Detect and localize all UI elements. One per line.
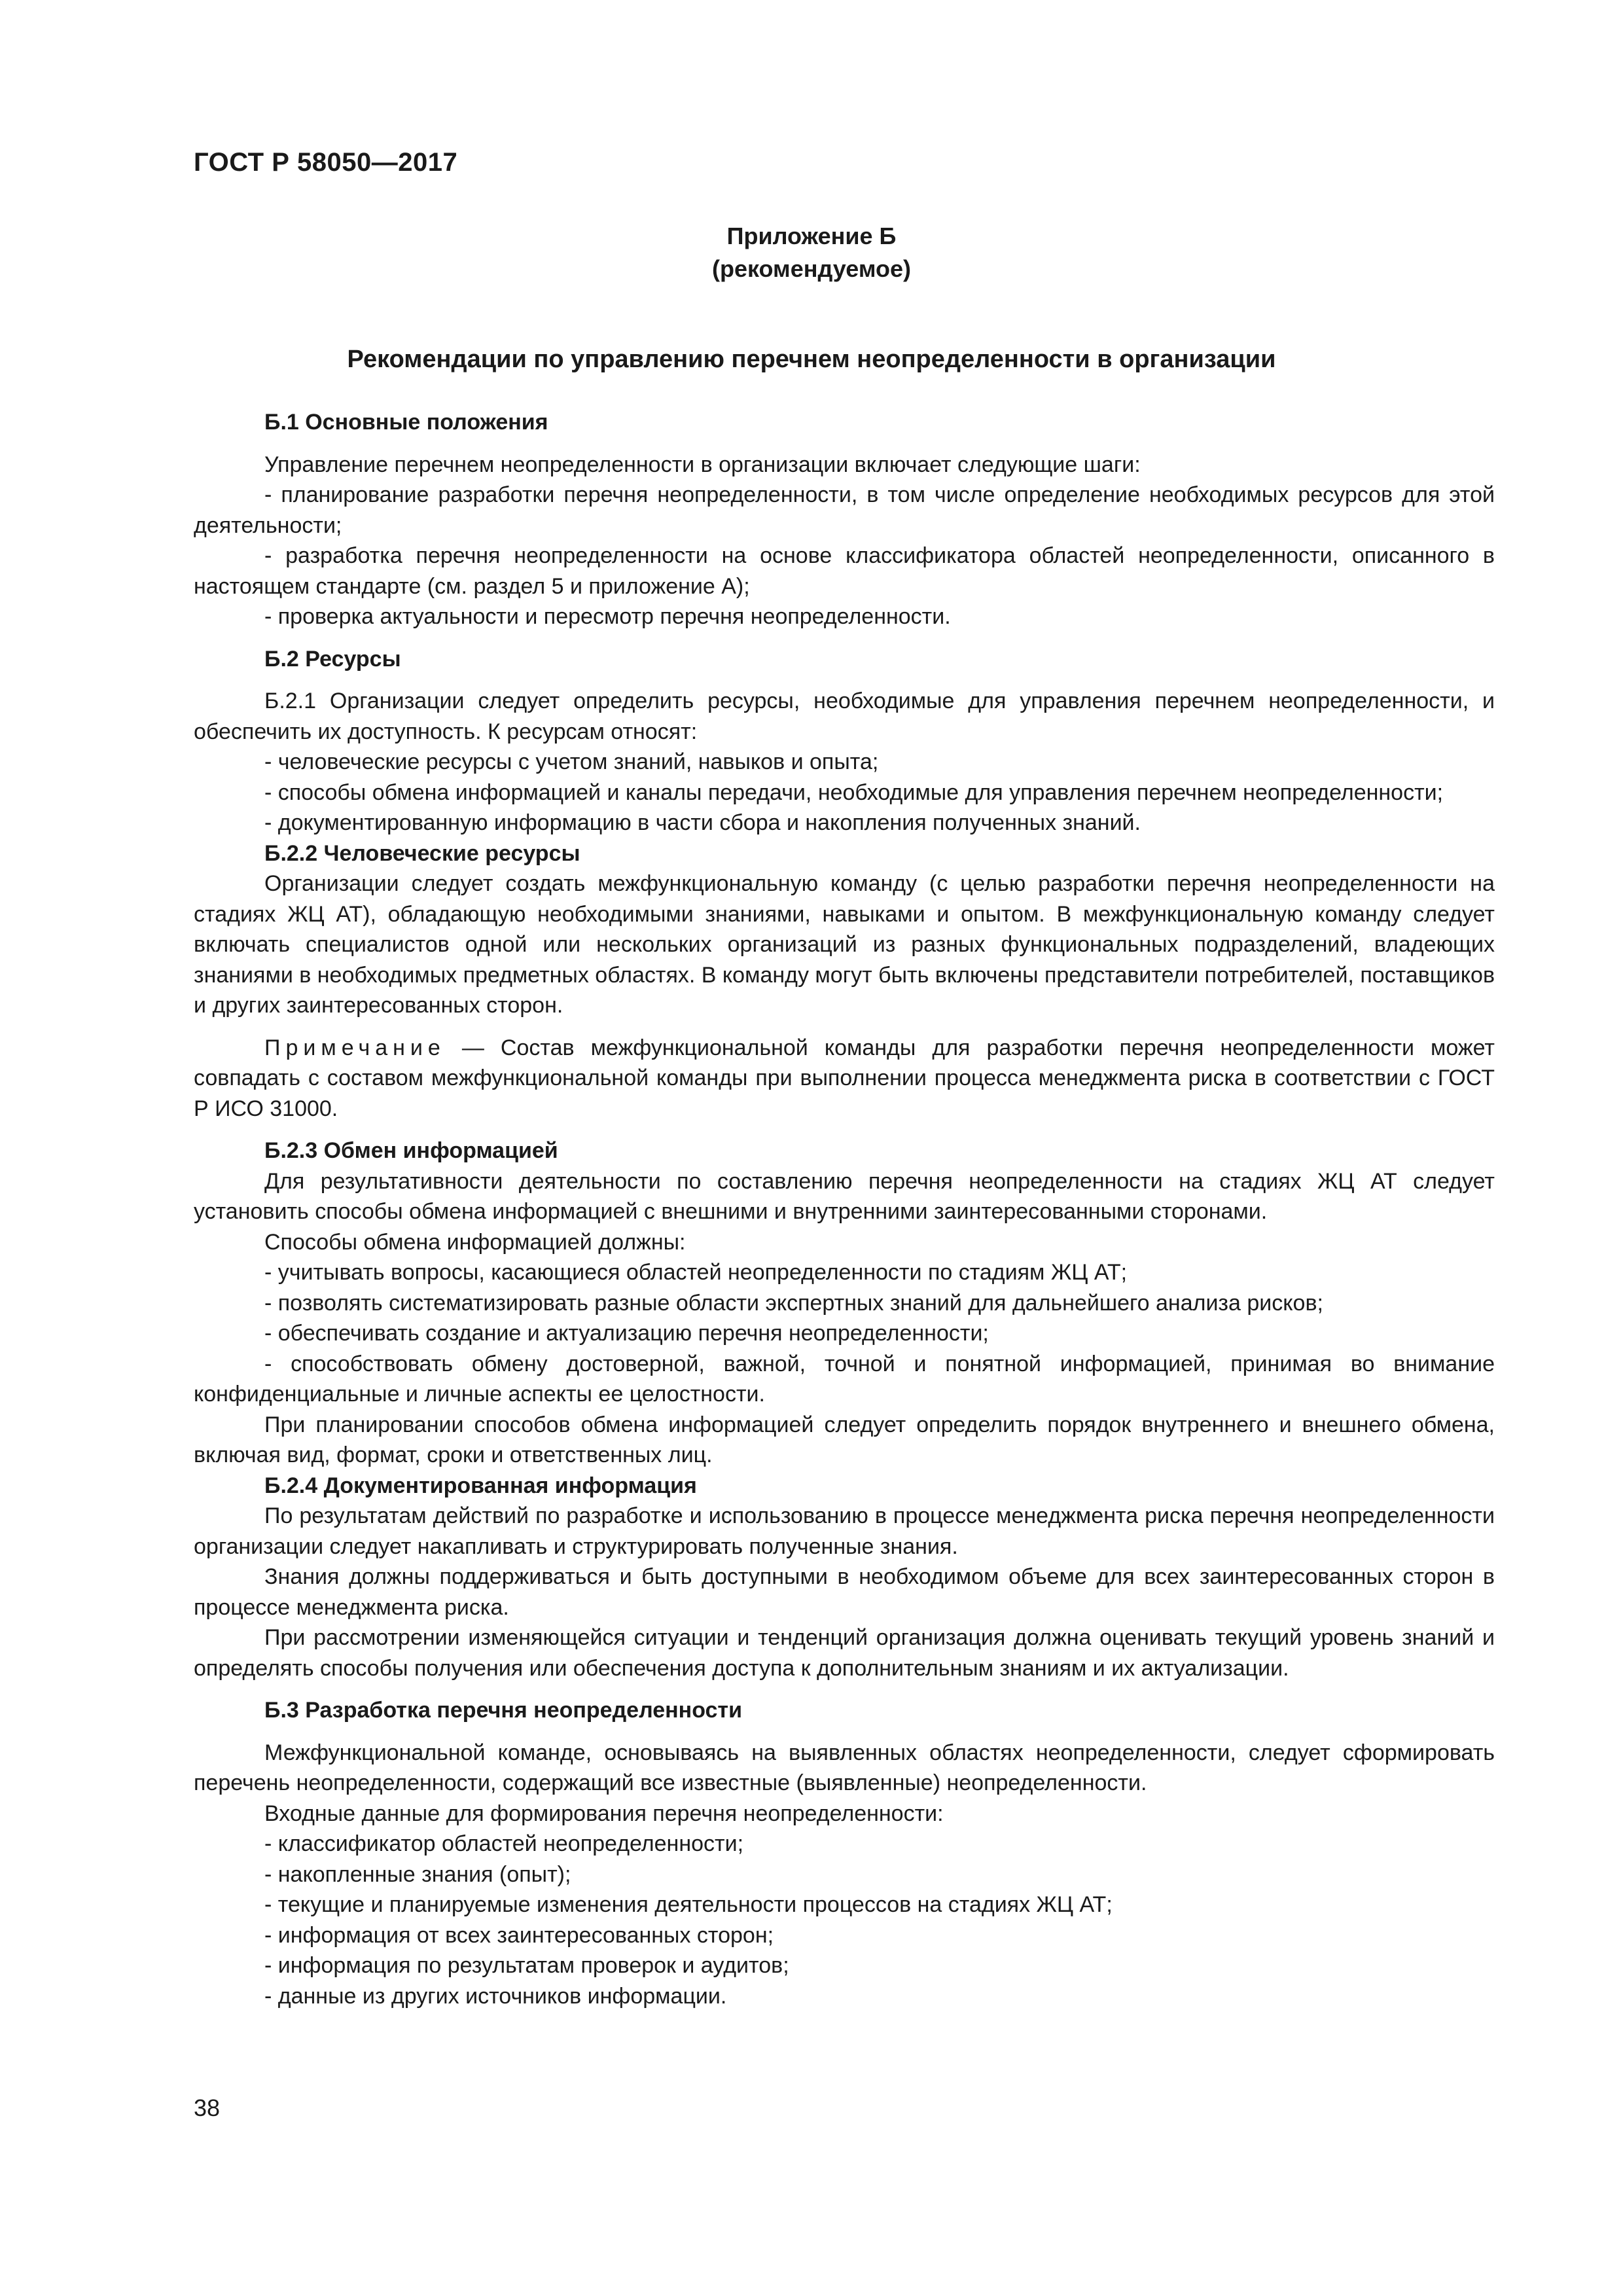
list-item: - способствовать обмену достоверной, важной, точной и понятной информацией, принимая во внимание конфиденциальные и личные аспекты ее целостности. (194, 1351, 1495, 1407)
appendix-title: Рекомендации по управлению перечнем неопределенности в организации (347, 346, 1276, 373)
paragraph: Организации следует создать межфункциональную команду (с целью разработки перечня неопределенности на стадиях ЖЦ АТ), обладающую необходимыми знаниями, навыками и опытом. В межфункциональную команду следует включать специалистов одной или нескольких организаций из разных функциональных подразделений, владеющих знаниями в необходимых предметных областях. В команду могут быть включены представители потребителей, поставщиков и других заинтересованных сторон. (194, 871, 1495, 1018)
section-heading: Б.3 Разработка перечня неопределенности (264, 1698, 742, 1723)
list-item: - информация от всех заинтересованных сторон; (264, 1922, 774, 1948)
list-item: - способы обмена информацией и каналы передачи, необходимые для управления перечнем неопределенности; (264, 780, 1444, 805)
paragraph: Для результативности деятельности по составлению перечня неопределенности на стадиях ЖЦ АТ следует установить способы обмена информацией с внешними и внутренними заинтересованными сторонами. (194, 1168, 1495, 1224)
paragraph: При рассмотрении изменяющейся ситуации и тенденций организация должна оценивать текущий уровень знаний и определять способы получения или обеспечения доступа к дополнительным знаниям и их актуализации. (194, 1625, 1495, 1681)
paragraph: Управление перечнем неопределенности в организации включает следующие шаги: (264, 452, 1141, 477)
subsection-heading: Б.2.2 Человеческие ресурсы (264, 840, 580, 866)
note-label: Примечание (264, 1035, 446, 1060)
note (194, 1033, 1495, 1124)
appendix-label: Приложение Б (726, 223, 897, 249)
note-text: — Состав межфункциональной команды для разработки перечня неопределенности может совпадать с составом межфункциональной команды при выполнении процесса менеджмента риска в соответствии с ГОСТ Р ИСО 31000. (194, 1035, 1495, 1121)
list-item: - разработка перечня неопределенности на основе классификатора областей неопределенности, описанного в настоящем стандарте (см. раздел 5 и приложение А); (194, 543, 1495, 599)
paragraph: Способы обмена информацией должны: (264, 1229, 686, 1255)
list-item: - документированную информацию в части сбора и накопления полученных знаний. (264, 810, 1141, 835)
list-item: - учитывать вопросы, касающиеся областей неопределенности по стадиям ЖЦ АТ; (264, 1260, 1128, 1285)
list-item: - позволять систематизировать разные области экспертных знаний для дальнейшего анализа рисков; (264, 1290, 1323, 1316)
paragraph: Входные данные для формирования перечня неопределенности: (264, 1801, 944, 1826)
subsection-heading: Б.2.4 Документированная информация (264, 1473, 697, 1498)
page-number: 38 (194, 2094, 221, 2121)
list-item: - проверка актуальности и пересмотр перечня неопределенности. (264, 604, 951, 629)
section-heading: Б.1 Основные положения (264, 410, 548, 435)
paragraph: По результатам действий по разработке и использованию в процессе менеджмента риска перечня неопределенности организации следует накапливать и структурировать полученные знания. (194, 1503, 1495, 1559)
list-item: - планирование разработки перечня неопределенности, в том числе определение необходимых ресурсов для этой деятельности; (194, 482, 1495, 538)
document-body (194, 407, 1495, 2011)
paragraph: Межфункциональной команде, основываясь на выявленных областях неопределенности, следует сформировать перечень неопределенности, содержащий все известные (выявленные) неопределенности. (194, 1740, 1495, 1795)
document-code: ГОСТ Р 58050—2017 (194, 148, 458, 177)
list-item: - накопленные знания (опыт); (264, 1861, 571, 1887)
paragraph: Б.2.1 Организации следует определить ресурсы, необходимые для управления перечнем неопределенности, и обеспечить их доступность. К ресурсам относят: (194, 689, 1495, 744)
subsection-heading: Б.2.3 Обмен информацией (264, 1138, 558, 1163)
paragraph: При планировании способов обмена информацией следует определить порядок внутреннего и внешнего обмена, включая вид, формат, сроки и ответственных лиц. (194, 1412, 1495, 1467)
section-heading: Б.2 Ресурсы (264, 646, 401, 672)
list-item: - человеческие ресурсы с учетом знаний, навыков и опыта; (264, 749, 879, 774)
list-item: - информация по результатам проверок и аудитов; (264, 1953, 789, 1978)
list-item: - данные из других источников информации. (264, 1983, 727, 2009)
paragraph: Знания должны поддерживаться и быть доступными в необходимом объеме для всех заинтересованных сторон в процессе менеджмента риска. (194, 1564, 1495, 1620)
list-item: - текущие и планируемые изменения деятельности процессов на стадиях ЖЦ АТ; (264, 1892, 1113, 1917)
list-item: - обеспечивать создание и актуализацию перечня неопределенности; (264, 1321, 989, 1346)
list-item: - классификатор областей неопределенности; (264, 1831, 744, 1856)
appendix-status: (рекомендуемое) (712, 255, 911, 282)
